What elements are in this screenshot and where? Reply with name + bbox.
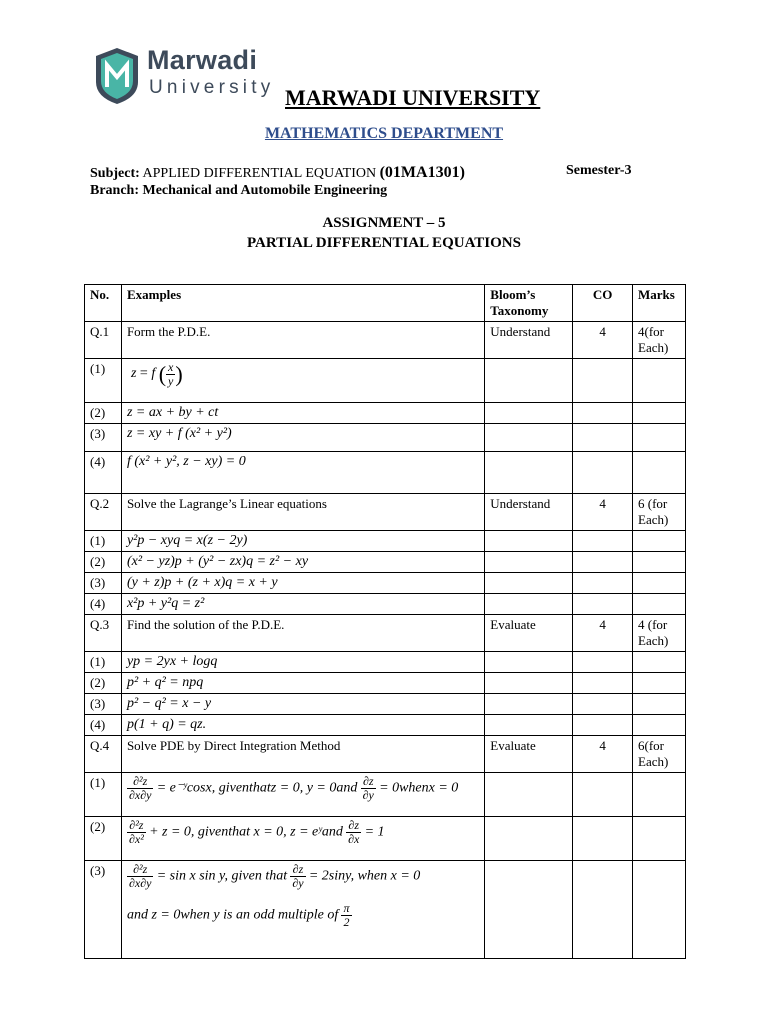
table-row [85,424,686,452]
shield-logo-icon [95,47,139,105]
table-row [85,494,686,531]
equation: z = f ( $\frac{x}{y}$ ) [121,359,484,403]
item-number: (2) [85,552,122,573]
equation: z = xy + f (x² + y²) [121,424,484,452]
equation-part: and z = 0when y is an odd multiple of [126,907,339,923]
subject-line [90,164,465,182]
table-row [85,615,686,652]
co-value: 4 [573,736,633,773]
item-number: (3) [85,861,122,959]
assignment-table [84,284,686,959]
table-row [85,322,686,359]
equation-part: = e⁻ʸcosx, giventhatz = 0, y = 0and [156,780,358,796]
equation: p² + q² = npq [121,673,484,694]
assignment-number: ASSIGNMENT – 5 [322,215,446,231]
equation: x²p + y²q = z² [121,594,484,615]
branch-line: Branch: Mechanical and Automobile Engineering [90,183,388,198]
header-marks: Marks [633,285,686,322]
bloom-level: Understand [485,322,573,359]
equation: $\frac{\text{∂²z}}{\partial x\partial y}$ = e⁻ʸcosx, giventhatz = 0, y = 0and $\frac{\partial z}{\partial y}$ = 0whenx = 0 [121,773,484,817]
table-row [85,452,686,494]
item-number: (2) [85,403,122,424]
equation: $\frac{\text{∂²z}}{\text{∂x²}}$ + z = 0, giventhat x = 0, z = eʸand $\frac{\partial z}{\partial x}$ = 1 [121,817,484,861]
question-text: Find the solution of the P.D.E. [121,615,484,652]
item-number: (1) [85,652,122,673]
item-number: (3) [85,694,122,715]
item-number: (3) [85,573,122,594]
question-number: Q.4 [85,736,122,773]
equation-part: = 1 [364,824,385,840]
table-row [85,552,686,573]
table-row [85,736,686,773]
logo-subtitle: University [149,77,275,98]
university-logo [95,47,295,107]
item-number: (1) [85,773,122,817]
question-text: Solve the Lagrange’s Linear equations [121,494,484,531]
equation: p(1 + q) = qz. [121,715,484,736]
equation-part: = 0whenx = 0 [379,780,459,796]
item-number: (1) [85,531,122,552]
equation: $\frac{\text{∂²z}}{\partial x\partial y}$ = sin x sin y, given that $\frac{\partial z}{\partial y}$ = 2siny, when x = 0 and z = 0when y is an odd multiple of $\frac{\pi}{2}$ [121,861,484,959]
equation: p² − q² = x − y [121,694,484,715]
table-row [85,652,686,673]
table-row [85,694,686,715]
marks-value: 4(for Each) [633,322,686,359]
subject-value: APPLIED DIFFERENTIAL EQUATION [142,166,377,181]
item-number: (2) [85,673,122,694]
assignment-heading [0,213,768,253]
equation: z = ax + by + ct [121,403,484,424]
co-value: 4 [573,322,633,359]
item-number: (4) [85,715,122,736]
page-title: MARWADI UNIVERSITY [285,85,541,110]
table-row [85,594,686,615]
department-heading: MATHEMATICS DEPARTMENT [264,125,504,142]
table-row [85,817,686,861]
table-row [85,531,686,552]
marks-value: 4 (for Each) [633,615,686,652]
table-row [85,403,686,424]
header-examples: Examples [121,285,484,322]
item-number: (1) [85,359,122,403]
bloom-level: Evaluate [485,615,573,652]
co-value: 4 [573,615,633,652]
item-number: (4) [85,452,122,494]
marks-value: 6 (for Each) [633,494,686,531]
question-number: Q.2 [85,494,122,531]
table-row [85,773,686,817]
semester-label: Semester-3 [566,163,632,178]
subject-code: (01MA1301) [379,164,465,181]
table-header-row [85,285,686,322]
equation: (y + z)p + (z + x)q = x + y [121,573,484,594]
item-number: (3) [85,424,122,452]
table-row [85,359,686,403]
subject-label: Subject: [90,166,140,181]
header-no: No. [85,285,122,322]
equation: (x² − yz)p + (y² − zx)q = z² − xy [121,552,484,573]
equation-part: + z = 0, giventhat x = 0, z = eʸand [149,824,343,840]
equation: f (x² + y², z − xy) = 0 [121,452,484,494]
header-bloom: Bloom’s Taxonomy [485,285,573,322]
table-row [85,573,686,594]
logo-name: Marwadi [147,45,258,75]
bloom-level: Understand [485,494,573,531]
table-row [85,715,686,736]
equation: y²p − xyq = x(z − 2y) [121,531,484,552]
equation: yp = 2yx + logq [121,652,484,673]
bloom-level: Evaluate [485,736,573,773]
co-value: 4 [573,494,633,531]
question-number: Q.3 [85,615,122,652]
header-co: CO [573,285,633,322]
table-row [85,673,686,694]
question-text: Solve PDE by Direct Integration Method [121,736,484,773]
assignment-topic: PARTIAL DIFFERENTIAL EQUATIONS [247,235,521,251]
question-text: Form the P.D.E. [121,322,484,359]
table-row [85,861,686,959]
equation-part: = 2siny, when x = 0 [308,868,421,884]
question-number: Q.1 [85,322,122,359]
equation-part: = sin x sin y, given that [156,868,288,884]
marks-value: 6(for Each) [633,736,686,773]
item-number: (2) [85,817,122,861]
item-number: (4) [85,594,122,615]
